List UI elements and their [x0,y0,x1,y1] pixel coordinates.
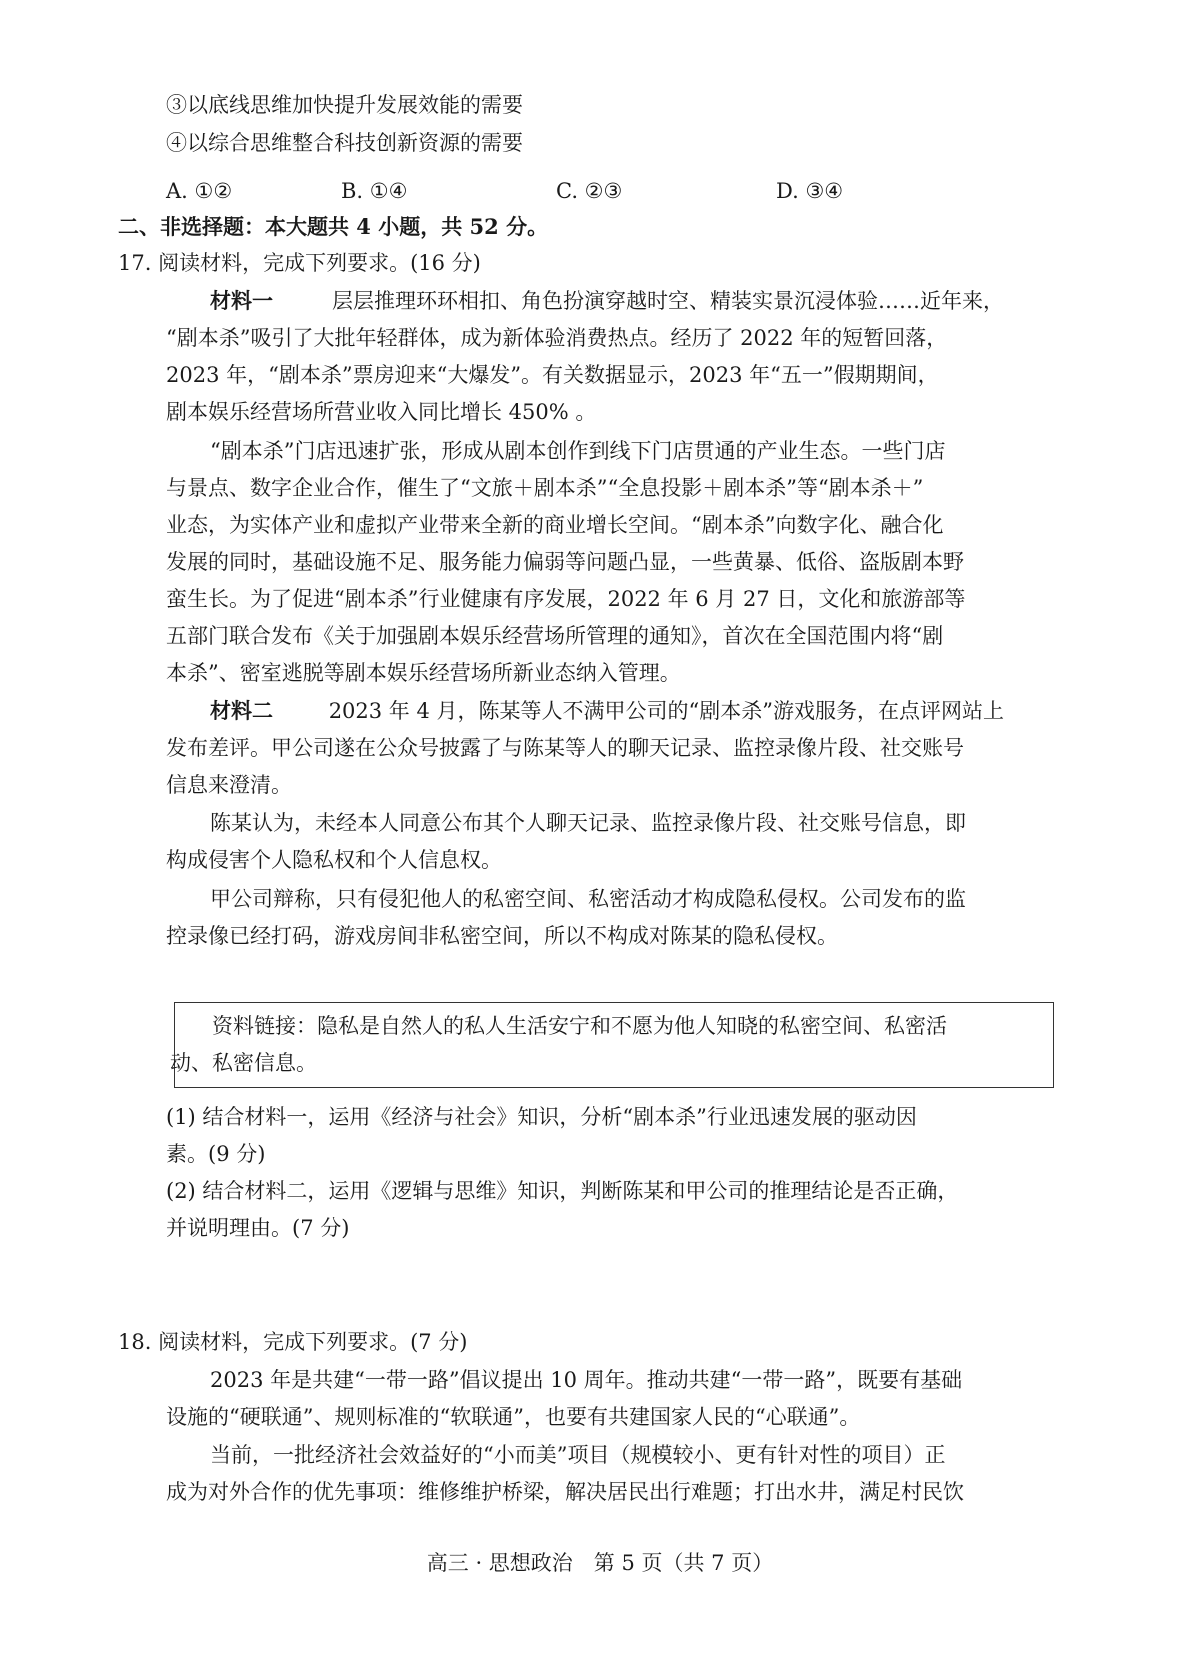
chen-argument-line-2: 构成侵害个人隐私权和个人信息权。 [166,848,502,872]
paragraph-line: 五部门联合发布《关于加强剧本娱乐经营场所管理的通知》，首次在全国范围内将“剧 [166,624,944,648]
material-2-label: 材料二 [210,698,273,723]
page-footer: 高三 · 思想政治 第 5 页（共 7 页） [426,1551,774,1575]
q18-paragraph-1-line-2: 设施的“硬联通”、规则标准的“软联通”，也要有共建国家人民的“心联通”。 [166,1405,861,1429]
material-2-line-3: 信息来澄清。 [166,773,292,797]
subquestion-1-line-2: 素。(9 分) [166,1142,266,1166]
reference-link-line-2: 动、私密信息。 [170,1051,317,1075]
material-1-line-4: 剧本娱乐经营场所营业收入同比增长 450% 。 [166,400,597,424]
subquestion-2-line-1: (2) 结合材料二，运用《逻辑与思维》知识，判断陈某和甲公司的推理结论是否正确， [166,1179,959,1203]
option-d: D. ③④ [776,179,844,203]
paragraph-line: 业态，为实体产业和虚拟产业带来全新的商业增长空间。“剧本杀”向数字化、融合化 [166,513,944,537]
company-argument-line-2: 控录像已经打码，游戏房间非私密空间，所以不构成对陈某的隐私侵权。 [166,924,838,948]
subquestion-1-line-1: (1) 结合材料一，运用《经济与社会》知识，分析“剧本杀”行业迅速发展的驱动因 [166,1105,917,1129]
subquestion-2-line-2: 并说明理由。(7 分) [166,1216,350,1240]
option-a: A. ①② [166,179,233,203]
company-argument-line-1: 甲公司辩称，只有侵犯他人的私密空间、私密活动才构成隐私侵权。公司发布的监 [210,887,966,911]
reference-link-line-1: 资料链接：隐私是自然人的私人生活安宁和不愿为他人知晓的私密空间、私密活 [212,1014,947,1038]
material-1-line-2: “剧本杀”吸引了大批年轻群体，成为新体验消费热点。经历了 2022 年的短暂回落， [166,326,948,350]
material-1-line-1: 材料一 层层推理环环相扣、角色扮演穿越时空、精装实景沉浸体验……近年来， [210,286,1004,316]
material-2-line-2: 发布差评。甲公司遂在公众号披露了与陈某等人的聊天记录、监控录像片段、社交账号 [166,736,964,760]
choice-item-4: ④以综合思维整合科技创新资源的需要 [166,131,523,155]
paragraph-line: 发展的同时，基础设施不足、服务能力偏弱等问题凸显，一些黄暴、低俗、盗版剧本野 [166,550,964,574]
paragraph-line: 与景点、数字企业合作，催生了“文旅＋剧本杀”“全息投影＋剧本杀”等“剧本杀＋” [166,476,924,500]
choice-item-3: ③以底线思维加快提升发展效能的需要 [166,93,523,117]
option-c: C. ②③ [556,179,623,203]
material-1-line-3: 2023 年，“剧本杀”票房迎来“大爆发”。有关数据显示，2023 年“五一”假期期间， [166,363,939,387]
chen-argument-line-1: 陈某认为，未经本人同意公布其个人聊天记录、监控录像片段、社交账号信息，即 [210,811,966,835]
option-b: B. ①④ [341,179,408,203]
section-heading: 二、非选择题：本大题共 4 小题，共 52 分。 [118,214,549,239]
q18-paragraph-2-line-2: 成为对外合作的优先事项：维修维护桥梁，解决居民出行难题；打出水井，满足村民饮 [166,1480,964,1504]
q18-paragraph-1-line-1: 2023 年是共建“一带一路”倡议提出 10 周年。推动共建“一带一路”，既要有基础 [210,1368,963,1392]
paragraph-line: 本杀”、密室逃脱等剧本娱乐经营场所新业态纳入管理。 [166,661,681,685]
paragraph-line: 蛮生长。为了促进“剧本杀”行业健康有序发展，2022 年 6 月 27 日，文化和旅游部等 [166,587,966,611]
question-18-stem: 18. 阅读材料，完成下列要求。(7 分) [118,1330,468,1354]
q18-paragraph-2-line-1: 当前，一批经济社会效益好的“小而美”项目（规模较小、更有针对性的项目）正 [210,1443,946,1467]
material-2-line-1: 材料二 2023 年 4 月，陈某等人不满甲公司的“剧本杀”游戏服务，在点评网站上 [210,696,1004,726]
question-17-stem: 17. 阅读材料，完成下列要求。(16 分) [118,251,481,275]
material-1-label: 材料一 [210,288,273,313]
material-1-paragraph-2: “剧本杀”门店迅速扩张，形成从剧本创作到线下门店贯通的产业生态。一些门店 [210,439,946,463]
